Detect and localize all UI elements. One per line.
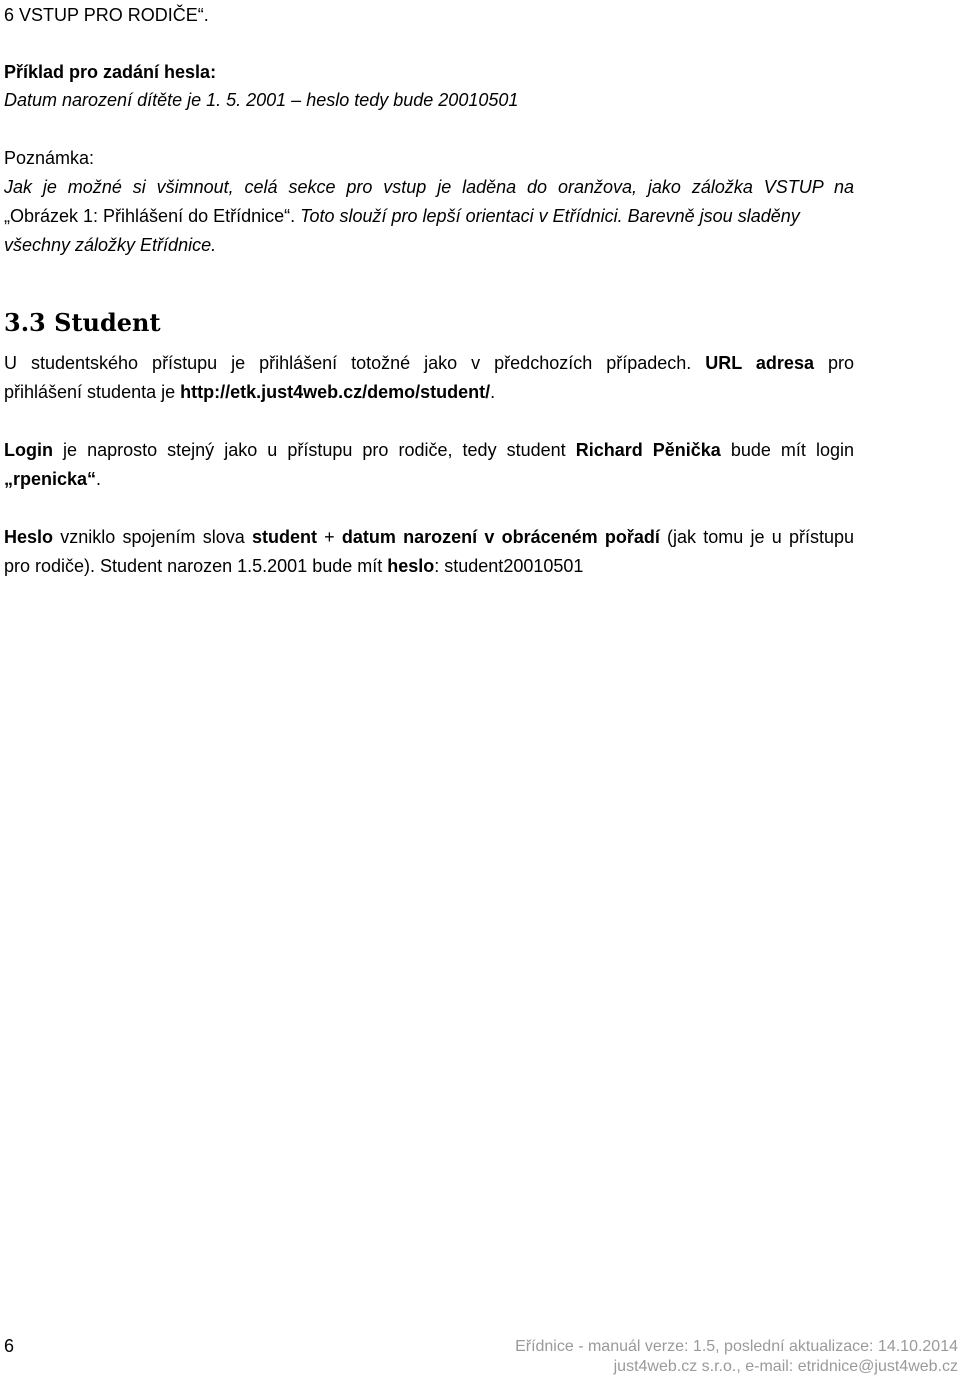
figure-reference: „Obrázek 1: Přihlášení do Etřídnice“. [4,206,296,226]
example-title: Příklad pro zadání hesla: [4,62,217,82]
note-title: Poznámka: [4,148,95,168]
p1-line-1-text: U studentského přístupu je přihlášení totožné jako v předchozích případech. [4,353,706,373]
p2-line-1-end: bude mít login [720,440,855,460]
reverse-date-text: datum narození v obráceném pořadí [341,527,660,547]
p1-line-2-text: přihlášení studenta je [4,382,181,402]
p3-line-2-text: pro rodiče). Student narozen 1.5.2001 bude mít [4,556,388,576]
student-p2-line-1 [4,438,854,462]
url-label: URL adresa [705,353,814,373]
heslo-word: heslo [387,556,435,576]
section-title: 6 VSTUP PRO RODIČE“. [4,5,209,25]
login-label: Login [4,440,53,460]
student-p2-line-2 [4,467,101,491]
student-url: http://etk.just4web.cz/demo/student/ [180,382,491,402]
student-p3-line-2 [4,554,583,578]
student-p1-line-1 [4,351,854,375]
p3-line-1-text: vzniklo spojením slova [53,527,252,547]
student-p1-line-2 [4,380,495,404]
student-word: student [251,527,317,547]
note-line-2 [4,204,800,228]
heslo-label: Heslo [4,527,54,547]
student-p3-line-1 [4,525,854,549]
p1-line-1-end: pro [813,353,854,373]
p1-line-2-end: . [490,382,496,402]
plus-sign: + [316,527,342,547]
example-line: Datum narození dítěte je 1. 5. 2001 – heslo tedy bude 20010501 [4,90,519,110]
p2-line-2-end: . [96,469,102,489]
student-name: Richard Pěnička [575,440,721,460]
note-line-3: všechny záložky Etřídnice. [4,235,217,255]
p3-line-2-end: : student20010501 [434,556,584,576]
p3-line-1-end: (jak tomu je u přístupu [659,527,854,547]
note-line-2-italic: Toto slouží pro lepší orientaci v Etřídnici. Barevně jsou sladěny [295,206,800,226]
login-value: „rpenicka“ [4,469,97,489]
footer-line-2: just4web.cz s.r.o., e-mail: etridnice@just4web.cz [613,1358,958,1375]
footer-page-number: 6 [4,1336,15,1356]
p2-line-1-text: je naprosto stejný jako u přístupu pro rodiče, tedy student [52,440,576,460]
footer-line-1: Eřídnice - manuál verze: 1.5, poslední aktualizace: 14.10.2014 [515,1338,958,1355]
note-line-1: Jak je možné si všimnout, celá sekce pro vstup je laděna do oranžova, jako záložka VSTUP na [4,177,854,197]
student-heading: 3.3 Student [4,308,161,337]
